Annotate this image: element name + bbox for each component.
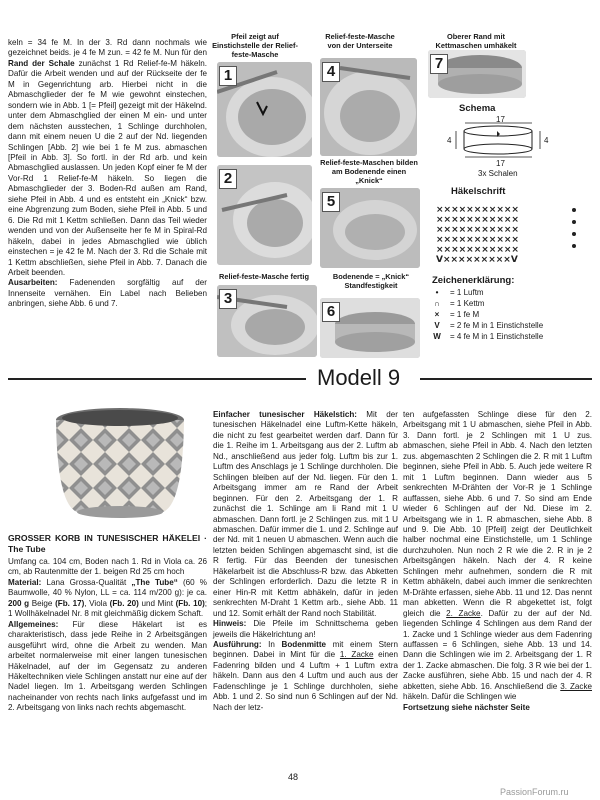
right-text-column xyxy=(403,410,592,713)
svg-text:×××××××××××: ××××××××××× xyxy=(436,235,519,245)
paragraph xyxy=(403,703,592,713)
text-run: mit einem Stern beginnen. Dabei in Mint für die xyxy=(213,639,398,660)
text-run: ; 1 Wollhäkelnadel Nr. 8 mit gleichmäßig dickem Schaft. xyxy=(8,598,208,619)
legend-text: = 2 fe M in 1 Einstichstelle xyxy=(450,321,544,330)
top-left-text-column xyxy=(8,38,207,310)
bold-run: (Fb. 10) xyxy=(175,598,205,608)
photo-number-1: 1 xyxy=(219,66,237,86)
caption-photo-7: Oberer Rand mit Kettmaschen umhäkelt xyxy=(435,32,517,50)
bold-run: Rand der Schale xyxy=(8,58,75,68)
svg-text:V×××××××××V: V×××××××××V xyxy=(436,255,518,265)
increase-4-symbol: W xyxy=(433,332,441,341)
photo-number-6: 6 xyxy=(322,302,340,322)
page-number: 48 xyxy=(288,772,299,782)
bold-run: Einfacher tunesischer Häkelstich: xyxy=(213,410,357,419)
legend-item-fem xyxy=(434,310,480,320)
photo-abb-1 xyxy=(217,62,312,157)
photo-abb-3 xyxy=(217,285,317,357)
divider-left xyxy=(8,378,306,380)
bold-run: (Fb. 17) xyxy=(55,598,85,608)
bold-run: „The Tube“ xyxy=(131,577,178,587)
underlined-run: 2. Zacke xyxy=(446,608,481,618)
photo-number-2: 2 xyxy=(219,169,237,189)
bold-run: Fortsetzung siehe nächster Seite xyxy=(403,702,530,712)
basket-body xyxy=(8,557,207,714)
haekelschrift-heading: Häkelschrift xyxy=(451,186,506,197)
basket-photo xyxy=(45,404,195,524)
photo-abb-6 xyxy=(320,298,420,358)
divider-right xyxy=(420,378,592,380)
paragraph xyxy=(8,38,207,278)
svg-text:×××××××××××: ××××××××××× xyxy=(436,205,519,215)
legend-text: = 1 Kettm xyxy=(450,299,485,308)
svg-text:×××××××××××: ××××××××××× xyxy=(436,225,519,235)
schema-heading: Schema xyxy=(459,103,496,114)
bold-run: 200 g xyxy=(8,598,30,608)
paragraph xyxy=(213,619,398,640)
paragraph xyxy=(213,640,398,713)
haekelschrift-chart xyxy=(432,200,582,268)
underlined-run: 1. Zacke xyxy=(339,650,374,660)
caption-photo-1: Pfeil zeigt auf Einstichstelle der Relief-feste-Masche xyxy=(212,32,298,59)
photo-number-7: 7 xyxy=(430,54,448,74)
text-run: Umfang ca. 104 cm, Boden nach 1. Rd in Viola ca. 26 cm, ab Rautenmitte der 1. beigen Rd 25 cm hoch xyxy=(8,557,207,577)
caption-photo-4: Relief-feste-Masche von der Unterseite xyxy=(325,32,395,50)
bold-run: Bodenmitte xyxy=(281,639,327,649)
text-run: zunächst 1 Rd Relief-fe-M häkeln. Dafür die Arbeit wenden und auf der Rückseite der fe M in Gegenrichtung arb. Hierbei nicht in die Abmaschglieder der fe M wie gewohnt einstechen, sondern wie in Abb. 1 [= Pfeil] gezeigt mit der Häkelnd. unter dem Abmaschglied der einen M ein- und unter dem nächsten ausstechen, 1 Schlinge durchholen, dann mit einem neuen U die 2 auf der Nd. liegenden Schlingen [Abb. 2] wie bei 1 fe M zus. abmaschen [Pfeil in Abb. 3]. So fortl. in der Rd arb. und kein Abmaschglied auslassen. Un jeden Kopf einer fe M der Vor-Rd 1 Relief-fe-M häkeln. So liegen die Abmaschglieder der 3. Boden-Rd außen am Rand, siehe Pfeil in Abb. 4 und es entsteht ein „Knick“ bzw. eine Abgrenzung zum Boden, siehe Pfeil in Abb. 5 und 6. Die Rd mit 1 Kettm schließen. Dann das Teil wieder wenden und von der Außenseite her fe M in Spiral-Rd häkeln, dabei in jedes Abmaschglied wie üblich einstechen = je 42 fe M. Nach der 3. Rd die Schale mit 1 Kettm abschließen, siehe Pfeil in Abb. 7. Danach die Arbeit beenden. xyxy=(8,58,207,277)
photo-number-4: 4 xyxy=(322,62,340,82)
schema-dim-bottom: 17 xyxy=(496,159,505,168)
paragraph xyxy=(213,410,398,619)
svg-text:×××××××××××: ××××××××××× xyxy=(436,215,519,225)
legend-text: = 1 fe M xyxy=(450,310,480,319)
text-run: einen Fadenring bilden und 4 Luftm + 1 Luftm extra häkeln. Dann aus den 4 Luftm und auch aus der Fadenschlinge je 1 Schlinge durchholen, siehe Abb. 1 und 2. So sind nun 6 Schlingen auf der Nd. Nach der letz- xyxy=(213,650,398,712)
increase-2-symbol: V xyxy=(434,321,440,330)
text-run: keln = 34 fe M. In der 3. Rd dann nochmals wie gezeichnet beids. je 4 fe M zun. = 42 fe M. Nun für den xyxy=(8,38,207,58)
text-run: Lana Grossa-Qualität xyxy=(41,577,132,587)
basket-text-column xyxy=(8,533,207,714)
photo-abb-4 xyxy=(320,58,417,156)
caption-photo-6: Bodenende = „Knick“ Standfestigkeit xyxy=(332,272,410,290)
bold-run: (Fb. 20) xyxy=(109,598,139,608)
chain-stitch-symbol: • xyxy=(435,288,439,297)
legend-heading: Zeichenerklärung: xyxy=(432,275,515,286)
modell-title: Modell 9 xyxy=(317,365,401,390)
paragraph xyxy=(8,278,207,309)
text-run: und Mint xyxy=(138,598,176,608)
text-run: , Viola xyxy=(84,598,110,608)
photo-abb-2 xyxy=(217,165,312,265)
legend-item-4fem xyxy=(433,332,544,342)
bold-run: Ausarbeiten: xyxy=(8,278,58,288)
caption-photo-3: Relief-feste-Masche fertig xyxy=(219,272,309,281)
paragraph xyxy=(8,578,207,620)
photo-number-3: 3 xyxy=(219,289,237,309)
svg-text:×××××××××××: ××××××××××× xyxy=(436,245,519,255)
text-run: Beige xyxy=(29,598,56,608)
photo-abb-5 xyxy=(320,188,420,268)
text-run: Die Pfeile im Schnittschema geben jeweils die Häkelrichtung an! xyxy=(213,619,398,639)
single-crochet-symbol: × xyxy=(434,310,440,319)
schema-dim-top: 17 xyxy=(496,115,505,124)
schema-drawing xyxy=(440,117,550,167)
paragraph xyxy=(8,557,207,578)
legend-item-kettm xyxy=(434,299,485,309)
bold-run: Material: xyxy=(8,577,42,587)
text-run: Mit der tunesischen Häkelnadel eine Luftm-Kette häkeln, die nicht zu fest gearbeitet werden darf. Dann für die 1. Reihe im 1. Arbeitsgang aus der 2. Luftm ab Nd., anschließend aus jeder folg. Luftm bis zur 1. Luftm des Anschlags je 1 Schlinge durchholen. Die Schlingen bleiben auf der Nd. liegen. Für den 1. Arbeitsgang immer am re Rand der Arbeit beginnen. Für den 2. Arbeitsgang der 1. R zunächst die 1. Schlinge am li Rand mit 1 U abmaschen. Dann fortl. je 2 Schlingen zus. mit 1 U abmaschen. Dafür immer die 1. und 2. Schlinge auf der Nd. mit 1 neuen U abmaschen. Wenn auch die letzten beiden Schlingen abgemascht sind, ist die R fertig. Für das Beenden der tunesischen Häkelarbeit ist die Abschluss-R bzw. das Abketten der Schlingen erforderlich. Dazu die letzte R in einer Hin-R mit Kettm abhäkeln, dafür in jeden senkrechten M-Draht 1 Kettm arb., siehe Abb. 11 und 12. Somit erhält der Rand noch Stabilität. xyxy=(213,410,398,618)
paragraph xyxy=(8,620,207,714)
middle-text-column xyxy=(213,410,398,713)
legend-text: = 4 fe M in 1 Einstichstelle xyxy=(450,332,544,341)
text-run: Für diese Häkelart ist es charakteristisch, dass jede Reihe in 2 Arbeitsgängen ausgeführt wird, ohne die Arbeit zu wenden. Man arbeitet normalerweise mit einer langen tunesischen Häkelnadel, auf der im Gegensatz zu anderen Häkeltechniken viele Schlingen anstatt nur eine auf der Nadel liegen. Im 1. Arbeitsgang werden Schlingen nacheinander von rechts nach links aufgefasst und im 2. Arbeitsgang von links nach rechts abgemascht. xyxy=(8,619,207,713)
slip-stitch-symbol: ∩ xyxy=(434,299,440,308)
legend-text: = 1 Luftm xyxy=(450,288,484,297)
watermark: PassionForum.ru xyxy=(500,787,569,797)
text-run: häkeln. Dafür die Schlingen wie xyxy=(403,692,517,702)
text-run: . Dafür zu der auf der Nd. liegenden Schlinge 4 Schlingen aus dem Rand der 1. Zacke und 1 Schlinge wieder aus dem Fadenring auffassen = 6 Schlingen, siehe Abb. 13 und 14. Dann die Schlingen wie im 2. Arbeitsgang der 1. R der 1. Zacke abmaschen. Die folg. 3 R wie bei der 1. Zacke ausführen, siehe Abb. 15 und nach der 4. R abketten, siehe Abb. 16. Anschließend die xyxy=(403,608,593,691)
schema-note: 3x Schalen xyxy=(478,169,518,178)
photo-number-5: 5 xyxy=(322,192,340,212)
basket-heading: GROSSER KORB IN TUNESISCHER HÄKELEI · The Tube xyxy=(8,533,207,554)
schema-dim-right: 4 xyxy=(544,136,549,145)
caption-photo-5: Relief-feste-Maschen bilden am Bodenende einen „Knick“ xyxy=(320,158,418,185)
paragraph xyxy=(403,410,592,703)
text-run: ten aufgefassten Schlinge diese für den 2. Arbeitsgang mit 1 U abmaschen, siehe Pfeil in Abb. 3. Dann fortl. je 2 Schlingen mit 1 U zus. abmaschen, siehe Pfeil in Abb. 4. Nach den letzten zus. abgemaschten 2 Schlingen die 2. R mit 1 Luftm beginnen, siehe Pfeil in Abb. 5. Auch jede weitere R mit 1 Luftm beginnen. Dann wieder aus 5 senkrechten M-Drähten der Vor-R je 1 Schlinge auffassen, siehe Abb. 6 und 7. So sind am Ende wieder 6 Schlingen auf der Nd. Diese im 2. Arbeitsgang wie in 1. R abmaschen, siehe Abb. 8 und 9. Die Abb. 10 [Pfeil] zeigt der Deutlichkeit halber nochmal eine Einstichstelle, um 1 Schlinge durchzuholen. Nun noch 2 R wie die 2. R in je 2 Arbeitsgängen häkeln. Nach der 4. R keine Schlingen mehr aufnehmen, sondern die R mit Kettm abhäkeln, dabei auch immer die senkrechten M-Drähte erfassen, siehe Abb. 11 und 12. Das nennt man abketten. Wenn die R abgekettet ist, folgt gleich die xyxy=(403,410,592,618)
text-run: (60 % Baumwolle, 40 % Nylon, LL = ca. 114 m/200 g): je ca. xyxy=(8,577,207,598)
text-run: Fadenenden sorgfältig auf der Innenseite vernähen. Ein Label nach Belieben anbringen, siehe Abb. 6 und 7. xyxy=(8,278,207,309)
bold-run: Ausführung: xyxy=(213,639,262,649)
photo-abb-7 xyxy=(428,50,526,98)
legend-item-luftm xyxy=(435,288,484,298)
underlined-run: 3. Zacke xyxy=(560,681,592,691)
schema-dim-left: 4 xyxy=(447,136,452,145)
legend-item-2fem xyxy=(434,321,544,331)
text-run: In xyxy=(261,639,282,649)
bold-run: Hinweis: xyxy=(213,619,247,629)
bold-run: Allgemeines: xyxy=(8,619,59,629)
